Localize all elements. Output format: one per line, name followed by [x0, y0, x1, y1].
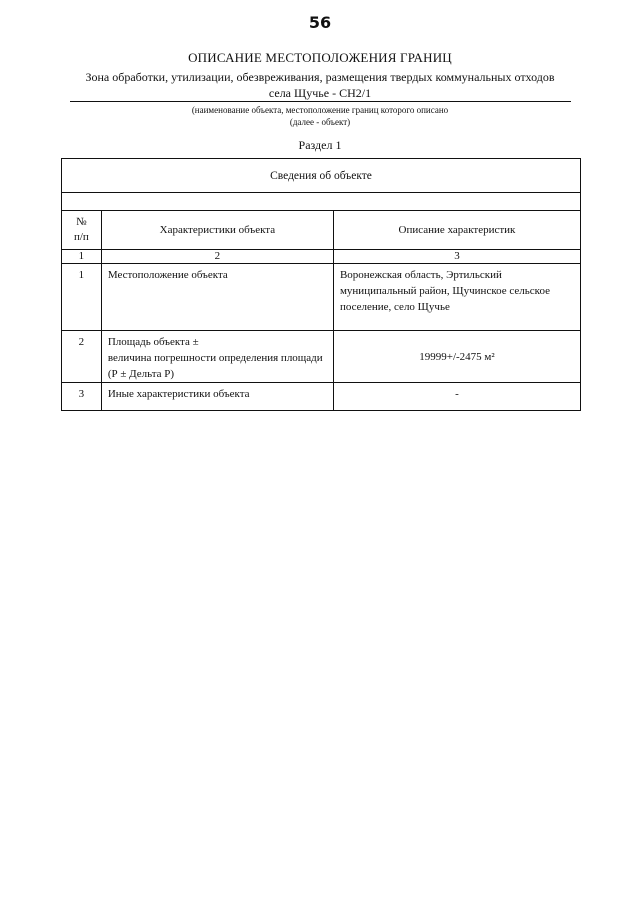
section-title: Раздел 1	[298, 138, 342, 152]
column-number-2: 2	[101, 250, 333, 264]
table-spacer-row	[62, 193, 581, 211]
table-row	[62, 264, 581, 331]
characteristic-cell	[101, 383, 333, 411]
column-header-number: № п/п	[62, 211, 102, 250]
row-number-cell	[62, 264, 102, 331]
column-number-row	[62, 250, 581, 264]
row-number-cell	[62, 383, 102, 411]
column-number-1: 1	[62, 250, 102, 264]
description-cell	[333, 331, 580, 383]
caption-note-line-2: (далее - объект)	[289, 117, 351, 127]
table-row	[62, 331, 581, 383]
description-cell	[333, 264, 580, 331]
object-info-table	[61, 158, 581, 411]
table-heading: Сведения об объекте	[62, 159, 581, 193]
row-number: 2	[78, 336, 85, 348]
column-header-row	[62, 211, 581, 250]
column-header-description: Описание характеристик	[333, 211, 580, 250]
characteristic-cell	[101, 331, 333, 383]
row-number-cell	[62, 331, 102, 383]
characteristic-text: Иные характеристики объекта	[107, 388, 250, 400]
characteristic-text: Местоположение объекта	[107, 269, 228, 281]
table-spacer	[62, 193, 581, 211]
caption-note-line-1: (наименование объекта, местоположение границ которого описано	[191, 105, 449, 115]
column-header-characteristic: Характеристики объекта	[101, 211, 333, 250]
document-title: ОПИСАНИЕ МЕСТОПОЛОЖЕНИЯ ГРАНИЦ	[188, 50, 452, 65]
description-cell	[333, 383, 580, 411]
table-heading-row	[62, 159, 581, 193]
table-row	[62, 383, 581, 411]
description-text: 19999+/-2475 м²	[419, 350, 495, 363]
object-name: Зона обработки, утилизации, обезвреживания, размещения твердых коммунальных отходов села Щучье - СН2/1	[85, 70, 555, 100]
characteristic-text: Площадь объекта ± величина погрешности определения площади (Р ± Дельта Р)	[107, 336, 323, 380]
column-number-3: 3	[333, 250, 580, 264]
page-number: 56	[308, 13, 332, 32]
underline-rule	[70, 101, 571, 102]
row-number: 3	[78, 388, 85, 400]
description-text: Воронежская область, Эртильский муниципальный район, Щучинское сельское поселение, село Щучье	[339, 269, 550, 313]
row-number: 1	[78, 269, 85, 281]
description-text: -	[455, 388, 459, 400]
characteristic-cell	[101, 264, 333, 331]
caption-note	[0, 104, 640, 128]
